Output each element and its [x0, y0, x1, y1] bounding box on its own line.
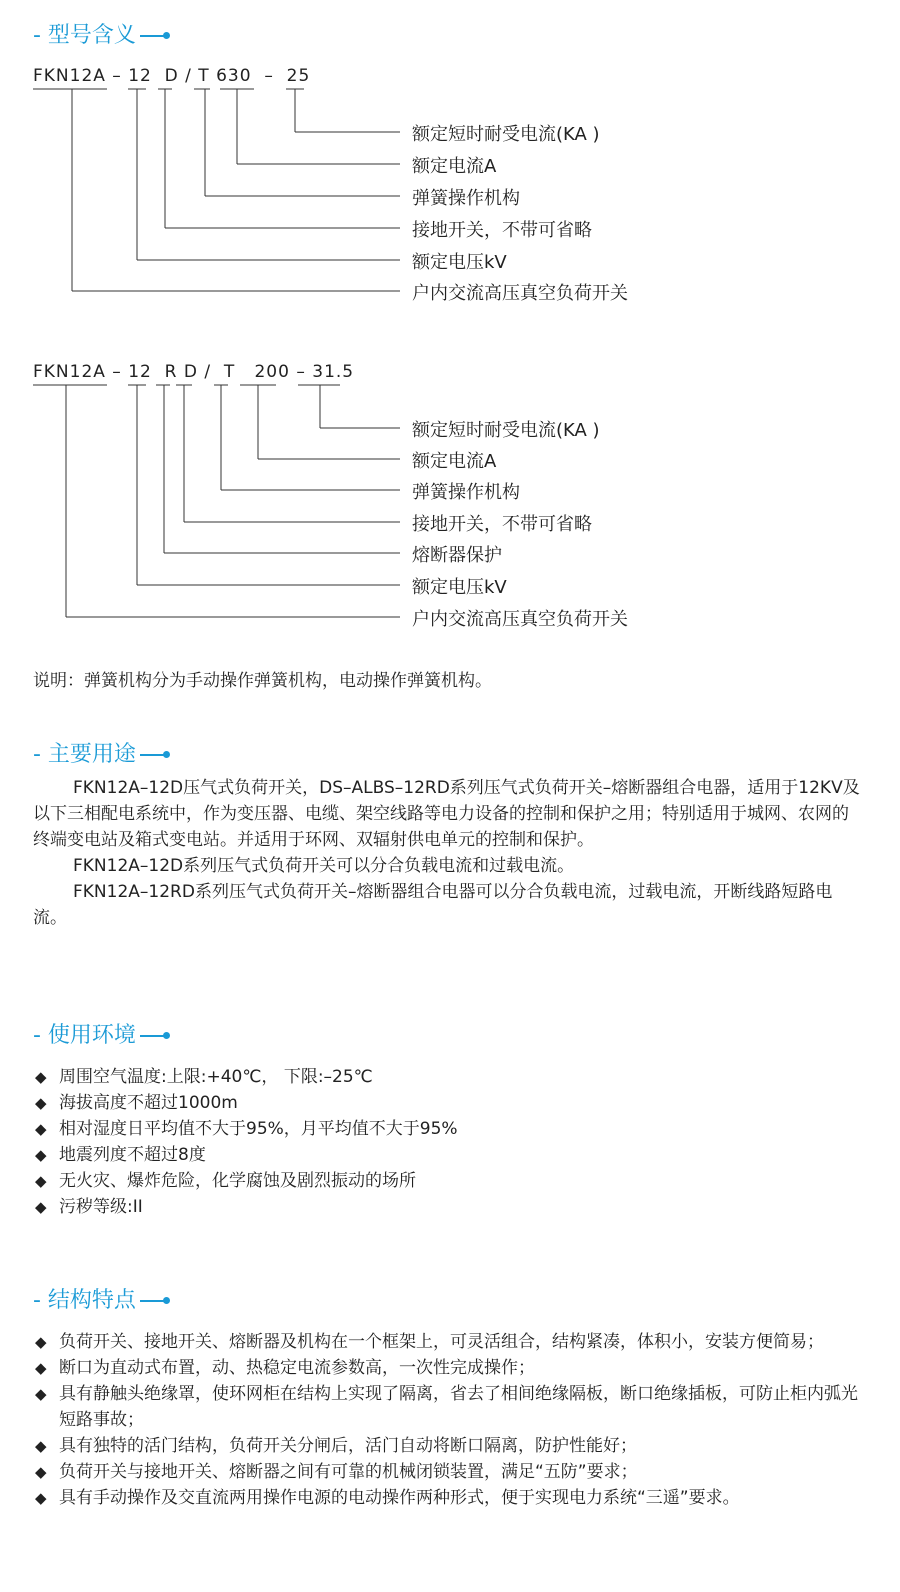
main-use-paragraph: FKN12A–12D压气式负荷开关，DS–ALBS–12RD系列压气式负荷开关–熔断器组合电器，适用于12KV及以下三相配电系统中，作为变压器、电缆、架空线路等电力设备的控制和保护之用；特别适用于城网、农网的终端变电站及箱式变电站。并适用于环网、双辐射供电单元的控制和保护。 — [33, 778, 860, 850]
note-text: 说明：弹簧机构分为手动操作弹簧机构，电动操作弹簧机构。 — [33, 671, 492, 691]
model-code-2: FKN12A – 12 R D / T 200 – 31.5 — [33, 362, 355, 382]
main-use-paragraph: FKN12A–12D系列压气式负荷开关可以分合负载电流和过载电流。 — [73, 856, 575, 876]
diamond-bullet-icon: ◆ — [35, 1094, 47, 1112]
section-title-structure: - 结构特点 — [33, 1283, 166, 1314]
main-use-paragraph: FKN12A–12RD系列压气式负荷开关–熔断器组合电器可以分合负载电流，过载电流，开断线路短路电流。 — [33, 882, 833, 928]
diamond-bullet-icon: ◆ — [35, 1172, 47, 1190]
model2-label: 接地开关，不带可省略 — [412, 514, 592, 535]
structure-list — [33, 1329, 873, 1511]
list-item: ◆ 海拔高度不超过1000m — [33, 1090, 873, 1116]
diamond-bullet-icon: ◆ — [35, 1437, 47, 1455]
list-item: ◆ 污秽等级:II — [33, 1194, 873, 1220]
model2-label: 户内交流高压真空负荷开关 — [412, 609, 628, 630]
model1-label: 额定短时耐受电流(KA ) — [412, 124, 600, 145]
list-item: ◆ 周围空气温度:上限:+40℃， 下限:–25℃ — [33, 1064, 873, 1090]
list-item: ◆ 负荷开关、接地开关、熔断器及机构在一个框架上，可灵活组合，结构紧凑，体积小，安装方便简易； — [33, 1329, 873, 1355]
list-item: ◆ 相对湿度日平均值不大于95%，月平均值不大于95% — [33, 1116, 873, 1142]
diamond-bullet-icon: ◆ — [35, 1385, 47, 1403]
model2-label: 弹簧操作机构 — [412, 482, 520, 503]
model2-label: 额定电流A — [412, 451, 497, 472]
list-item: ◆ 具有静触头绝缘罩，使环网柜在结构上实现了隔离，省去了相间绝缘隔板，断口绝缘插板，可防止柜内弧光短路事故； — [33, 1381, 873, 1433]
section-title-model-meaning: - 型号含义 — [33, 18, 166, 49]
list-item: ◆ 负荷开关与接地开关、熔断器之间有可靠的机械闭锁装置，满足“五防”要求； — [33, 1459, 873, 1485]
environment-list — [33, 1064, 873, 1220]
title-dot-icon — [140, 754, 166, 756]
list-item: ◆ 地震列度不超过8度 — [33, 1142, 873, 1168]
list-item: ◆ 具有独特的活门结构，负荷开关分闸后，活门自动将断口隔离，防护性能好； — [33, 1433, 873, 1459]
model1-label: 接地开关，不带可省略 — [412, 220, 592, 241]
title-dot-icon — [140, 1300, 166, 1302]
model2-label: 熔断器保护 — [412, 545, 502, 566]
diamond-bullet-icon: ◆ — [35, 1333, 47, 1351]
model1-label: 弹簧操作机构 — [412, 188, 520, 209]
model2-label: 额定电压kV — [412, 577, 507, 598]
diamond-bullet-icon: ◆ — [35, 1068, 47, 1086]
diamond-bullet-icon: ◆ — [35, 1146, 47, 1164]
model1-label: 户内交流高压真空负荷开关 — [412, 283, 628, 304]
diamond-bullet-icon: ◆ — [35, 1489, 47, 1507]
main-use-body — [33, 775, 863, 931]
diamond-bullet-icon: ◆ — [35, 1463, 47, 1481]
model-code-1: FKN12A – 12 D / T 630 – 25 — [33, 66, 311, 86]
diamond-bullet-icon: ◆ — [35, 1198, 47, 1216]
list-item: ◆ 具有手动操作及交直流两用操作电源的电动操作两种形式，便于实现电力系统“三遥”要求。 — [33, 1485, 873, 1511]
model1-label: 额定电流A — [412, 156, 497, 177]
list-item: ◆ 断口为直动式布置，动、热稳定电流参数高，一次性完成操作； — [33, 1355, 873, 1381]
model1-label: 额定电压kV — [412, 252, 507, 273]
section-title-environment: - 使用环境 — [33, 1018, 166, 1049]
diamond-bullet-icon: ◆ — [35, 1359, 47, 1377]
title-dot-icon — [140, 1035, 166, 1037]
model2-label: 额定短时耐受电流(KA ) — [412, 420, 600, 441]
section-title-main-use: - 主要用途 — [33, 737, 166, 768]
list-item: ◆ 无火灾、爆炸危险，化学腐蚀及剧烈振动的场所 — [33, 1168, 873, 1194]
diamond-bullet-icon: ◆ — [35, 1120, 47, 1138]
